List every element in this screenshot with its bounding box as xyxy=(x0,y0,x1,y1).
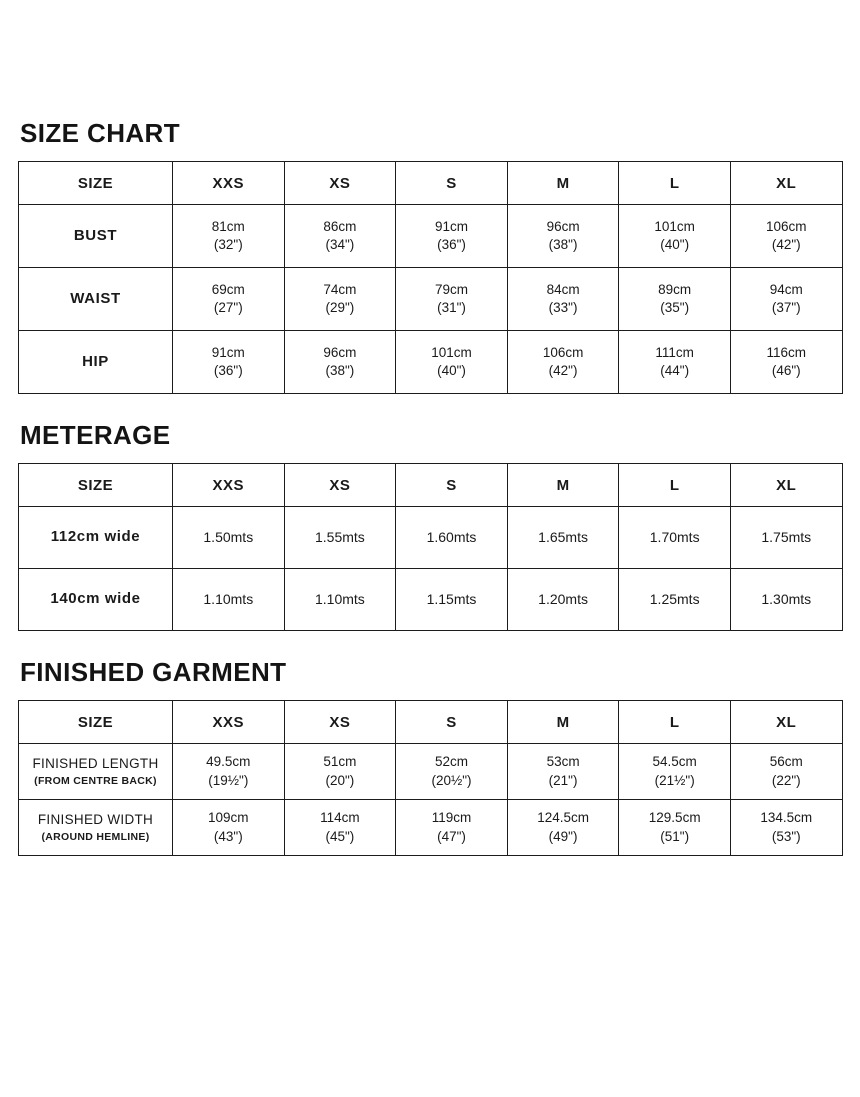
table-header-row xyxy=(19,701,843,744)
column-header-m: M xyxy=(507,701,619,744)
cell-main: 124.5cm xyxy=(537,810,589,826)
cell-main: 91cm xyxy=(434,218,468,234)
section-finished-garment xyxy=(18,657,842,856)
finished-garment-table xyxy=(18,700,843,856)
cell-main: 56cm xyxy=(769,754,803,770)
cell-sub: (35") xyxy=(660,300,690,315)
cell-length-xxs xyxy=(173,744,285,800)
row-label-waist: WAIST xyxy=(19,268,173,331)
column-header-size: SIZE xyxy=(19,701,173,744)
cell-width-xs xyxy=(284,800,396,856)
cell-sub: (42") xyxy=(771,237,801,252)
cell-length-xl xyxy=(730,744,842,800)
cell-length-l xyxy=(619,744,731,800)
cell-main: 49.5cm xyxy=(206,754,251,770)
row-label-bust: BUST xyxy=(19,205,173,268)
section-meterage xyxy=(18,420,842,631)
table-header-row xyxy=(19,464,843,507)
cell-main: 96cm xyxy=(323,344,357,360)
row-label-140cm-wide: 140cm wide xyxy=(19,569,173,631)
cell-waist-xs xyxy=(284,268,396,331)
cell-length-m xyxy=(507,744,619,800)
cell-sub: (44") xyxy=(660,363,690,378)
column-header-size: SIZE xyxy=(19,464,173,507)
column-header-xs: XS xyxy=(284,701,396,744)
column-header-s: S xyxy=(396,162,508,205)
cell-main: 69cm xyxy=(211,281,245,297)
cell-hip-xl xyxy=(730,331,842,394)
cell-width-l xyxy=(619,800,731,856)
cell-waist-xxs xyxy=(173,268,285,331)
size-chart-table xyxy=(18,161,843,394)
cell-sub: (22") xyxy=(771,772,801,788)
cell-sub: (38") xyxy=(548,237,578,252)
row-label-main: FINISHED WIDTH xyxy=(37,812,154,828)
cell-main: 116cm xyxy=(766,344,807,360)
row-label-sub: (AROUND HEMLINE) xyxy=(41,830,150,843)
column-header-l: L xyxy=(619,464,731,507)
cell-sub: (47") xyxy=(437,828,466,844)
cell-hip-m xyxy=(507,331,619,394)
cell-hip-xxs xyxy=(173,331,285,394)
cell-main: 74cm xyxy=(323,281,357,297)
cell-main: 81cm xyxy=(211,218,245,234)
cell-bust-xs xyxy=(284,205,396,268)
cell-main: 86cm xyxy=(323,218,357,234)
cell-sub: (31") xyxy=(437,300,466,315)
cell-waist-m xyxy=(507,268,619,331)
table-row xyxy=(19,800,843,856)
cell-bust-s xyxy=(396,205,508,268)
cell-sub: (43") xyxy=(213,828,243,844)
cell-112cm-s: 1.60mts xyxy=(396,507,508,569)
table-row xyxy=(19,569,843,631)
column-header-xl: XL xyxy=(730,162,842,205)
cell-sub: (20") xyxy=(325,772,355,788)
cell-main: 91cm xyxy=(211,344,245,360)
table-header-row xyxy=(19,162,843,205)
cell-140cm-s: 1.15mts xyxy=(396,569,508,631)
cell-waist-s xyxy=(396,268,508,331)
cell-sub: (51") xyxy=(660,828,690,844)
cell-112cm-xl: 1.75mts xyxy=(730,507,842,569)
cell-main: 129.5cm xyxy=(648,810,701,826)
section-size-chart xyxy=(18,118,842,394)
cell-sub: (34") xyxy=(325,237,355,252)
cell-length-s xyxy=(396,744,508,800)
cell-140cm-xl: 1.30mts xyxy=(730,569,842,631)
cell-sub: (36") xyxy=(213,363,243,378)
cell-sub: (21½") xyxy=(654,772,695,788)
cell-width-xxs xyxy=(173,800,285,856)
table-row xyxy=(19,331,843,394)
cell-sub: (45") xyxy=(325,828,355,844)
cell-sub: (19½") xyxy=(208,772,249,788)
row-label-hip: HIP xyxy=(19,331,173,394)
column-header-xxs: XXS xyxy=(173,464,285,507)
cell-bust-xl xyxy=(730,205,842,268)
cell-140cm-xxs: 1.10mts xyxy=(173,569,285,631)
cell-140cm-l: 1.25mts xyxy=(619,569,731,631)
cell-length-xs xyxy=(284,744,396,800)
cell-sub: (33") xyxy=(548,300,578,315)
cell-sub: (40") xyxy=(660,237,690,252)
cell-112cm-l: 1.70mts xyxy=(619,507,731,569)
cell-sub: (49") xyxy=(548,828,578,844)
cell-main: 84cm xyxy=(546,281,580,297)
table-row xyxy=(19,507,843,569)
cell-sub: (42") xyxy=(548,363,578,378)
cell-main: 101cm xyxy=(654,218,695,234)
column-header-l: L xyxy=(619,701,731,744)
cell-sub: (37") xyxy=(771,300,801,315)
cell-waist-xl xyxy=(730,268,842,331)
cell-hip-xs xyxy=(284,331,396,394)
column-header-s: S xyxy=(396,701,508,744)
column-header-m: M xyxy=(507,464,619,507)
cell-main: 101cm xyxy=(431,344,472,360)
cell-140cm-xs: 1.10mts xyxy=(284,569,396,631)
cell-sub: (29") xyxy=(325,300,355,315)
cell-sub: (53") xyxy=(771,828,801,844)
cell-sub: (20½") xyxy=(431,772,472,788)
cell-main: 94cm xyxy=(769,281,803,297)
table-row xyxy=(19,744,843,800)
cell-112cm-m: 1.65mts xyxy=(507,507,619,569)
cell-main: 119cm xyxy=(431,810,472,826)
cell-main: 96cm xyxy=(546,218,580,234)
cell-main: 79cm xyxy=(434,281,468,297)
meterage-table xyxy=(18,463,843,631)
cell-width-m xyxy=(507,800,619,856)
cell-sub: (46") xyxy=(771,363,801,378)
cell-main: 109cm xyxy=(208,810,249,826)
cell-112cm-xxs: 1.50mts xyxy=(173,507,285,569)
column-header-xxs: XXS xyxy=(173,162,285,205)
column-header-xxs: XXS xyxy=(173,701,285,744)
cell-main: 134.5cm xyxy=(760,810,813,826)
cell-bust-xxs xyxy=(173,205,285,268)
row-label-finished-length xyxy=(19,744,173,800)
cell-waist-l xyxy=(619,268,731,331)
cell-hip-l xyxy=(619,331,731,394)
cell-width-xl xyxy=(730,800,842,856)
section-title-meterage: METERAGE xyxy=(20,420,171,450)
table-row xyxy=(19,268,843,331)
table-row xyxy=(19,205,843,268)
cell-main: 106cm xyxy=(766,218,807,234)
cell-hip-s xyxy=(396,331,508,394)
column-header-xs: XS xyxy=(284,162,396,205)
row-label-finished-width xyxy=(19,800,173,856)
cell-sub: (27") xyxy=(213,300,243,315)
cell-sub: (38") xyxy=(325,363,355,378)
cell-sub: (21") xyxy=(548,772,578,788)
column-header-l: L xyxy=(619,162,731,205)
cell-main: 111cm xyxy=(655,344,694,360)
section-title-finished-garment: FINISHED GARMENT xyxy=(20,657,287,687)
cell-main: 53cm xyxy=(546,754,580,770)
column-header-xl: XL xyxy=(730,464,842,507)
row-label-sub: (FROM CENTRE BACK) xyxy=(34,774,157,787)
column-header-xs: XS xyxy=(284,464,396,507)
cell-bust-m xyxy=(507,205,619,268)
cell-sub: (32") xyxy=(213,237,243,252)
cell-main: 106cm xyxy=(542,344,584,360)
row-label-main: FINISHED LENGTH xyxy=(32,756,159,772)
column-header-m: M xyxy=(507,162,619,205)
cell-main: 114cm xyxy=(320,810,360,826)
cell-main: 51cm xyxy=(323,754,357,770)
column-header-xl: XL xyxy=(730,701,842,744)
cell-width-s xyxy=(396,800,508,856)
cell-140cm-m: 1.20mts xyxy=(507,569,619,631)
column-header-size: SIZE xyxy=(19,162,173,205)
cell-bust-l xyxy=(619,205,731,268)
cell-112cm-xs: 1.55mts xyxy=(284,507,396,569)
section-title-size-chart: SIZE CHART xyxy=(20,118,180,148)
cell-main: 52cm xyxy=(434,754,468,770)
cell-main: 89cm xyxy=(658,281,692,297)
column-header-s: S xyxy=(396,464,508,507)
cell-main: 54.5cm xyxy=(652,754,697,770)
cell-sub: (36") xyxy=(437,237,466,252)
cell-sub: (40") xyxy=(437,363,466,378)
row-label-112cm-wide: 112cm wide xyxy=(19,507,173,569)
